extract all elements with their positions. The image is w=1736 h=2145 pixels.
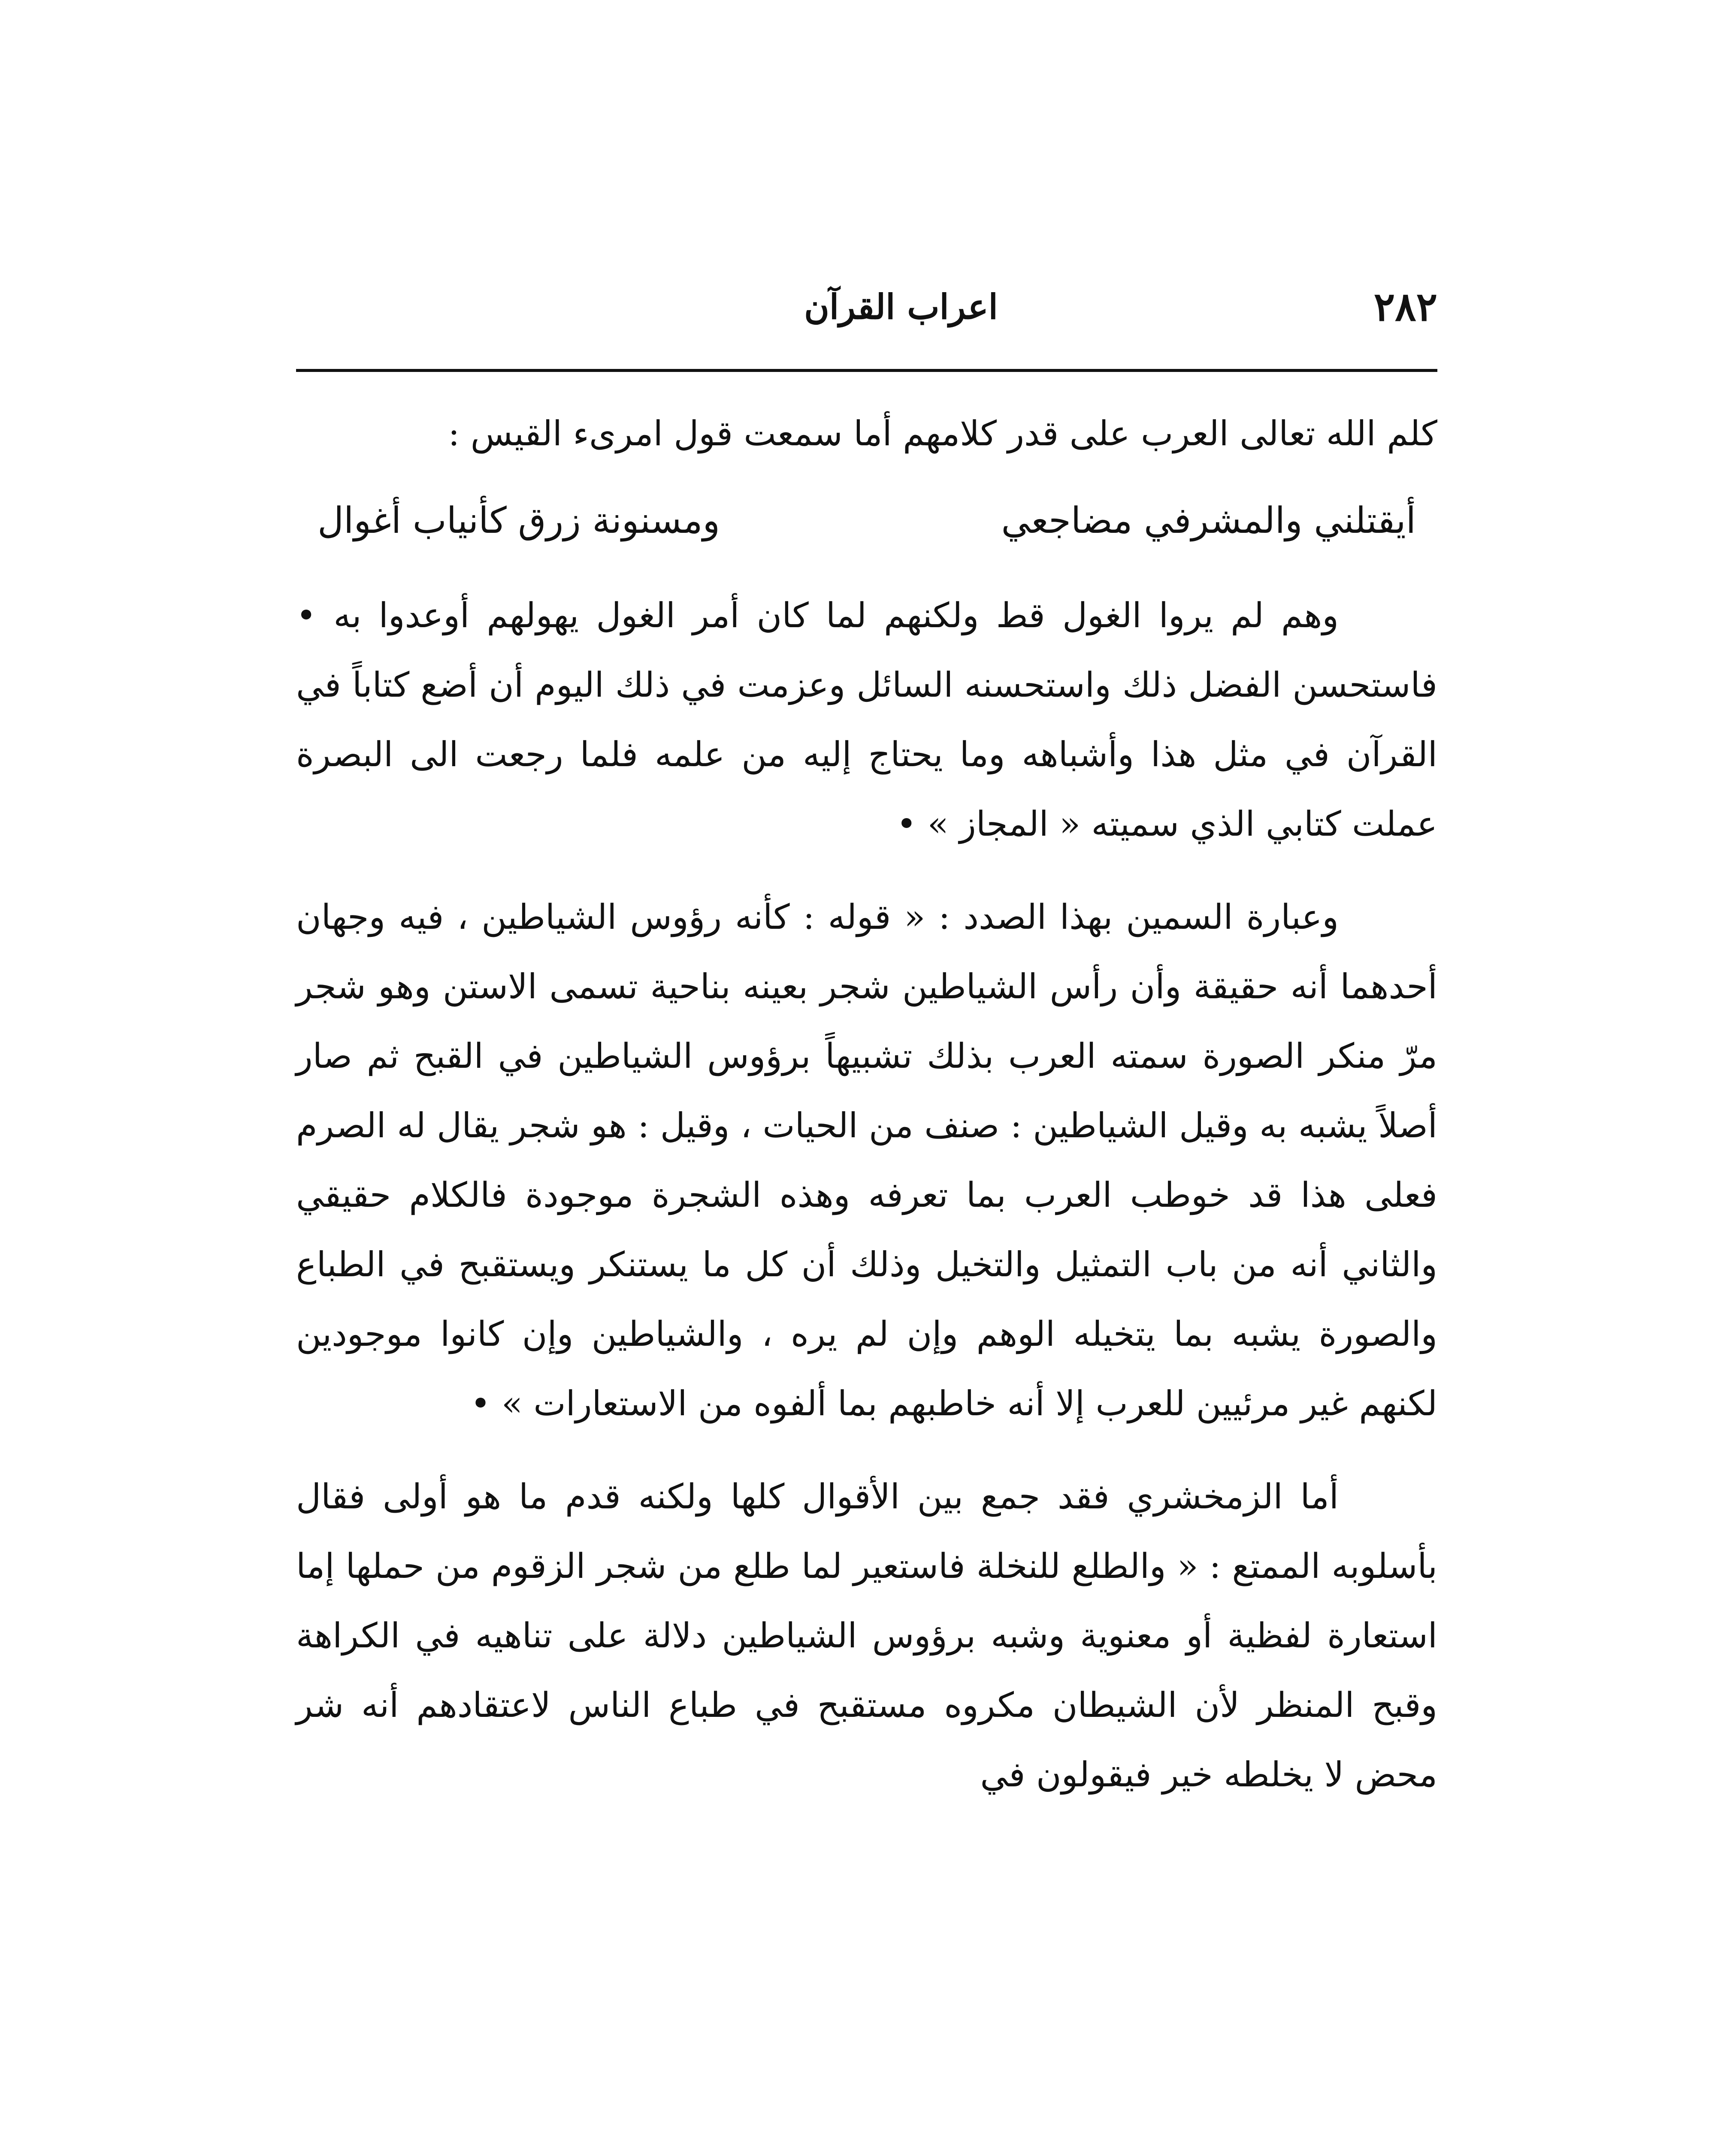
poetry-verse	[318, 486, 1416, 555]
page-header	[296, 275, 1437, 339]
paragraph-ghoul: وهم لم يروا الغول قط ولكنهم لما كان أمر الغول يهولهم أوعدوا به • فاستحسن الفضل ذلك واستحسنه السائل وعزمت في ذلك اليوم أن أضع كتاباً في القرآن في مثل هذا وأشباهه وما يحتاج إليه من علمه فلما رجعت الى البصرة عملت كتابي الذي سميته « المجاز » •	[296, 595, 1437, 844]
running-title: اعراب القرآن	[804, 287, 998, 327]
verse-second-hemistich: ومسنونة زرق كأنياب أغوال	[318, 499, 720, 541]
page-number: ٢٨٢	[1373, 284, 1437, 330]
intro-line: كلم الله تعالى العرب على قدر كلامهم أما سمعت قول امرىء القيس :	[448, 414, 1437, 453]
paragraph-samin-quote: وعبارة السمين بهذا الصدد : « قوله : كأنه رؤوس الشياطين ، فيه وجهان أحدهما أنه حقيقة وأن رأس الشياطين شجر بعينه بناحية تسمى الاستن وهو شجر مرّ منكر الصورة سمته العرب بذلك تشبيهاً برؤوس الشياطين في القبح ثم صار أصلاً يشبه به وقيل الشياطين : صنف من الحيات ، وقيل : هو شجر يقال له الصرم فعلى هذا قد خوطب العرب بما تعرفه وهذه الشجرة موجودة فالكلام حقيقي والثاني أنه من باب التمثيل والتخيل وذلك أن كل ما يستنكر ويستقبح في الطباع والصورة يشبه بما يتخيله الوهم وإن لم يره ، والشياطين وإن كانوا موجودين لكنهم غير مرئيين للعرب إلا أنه خاطبهم بما ألفوه من الاستعارات » •	[296, 897, 1437, 1423]
page-body	[296, 399, 1437, 1810]
paragraph-zamakhshari: أما الزمخشري فقد جمع بين الأقوال كلها ولكنه قدم ما هو أولى فقال بأسلوبه الممتع : « والطلع للنخلة فاستعير لما طلع من شجر الزقوم من حملها إما استعارة لفظية أو معنوية وشبه برؤوس الشياطين دلالة على تناهيه في الكراهة وقبح المنظر لأن الشيطان مكروه مستقبح في طباع الناس لاعتقادهم أنه شر محض لا يخلطه خير فيقولون في	[296, 1477, 1437, 1795]
header-divider	[296, 369, 1437, 372]
verse-first-hemistich: أيقتلني والمشرفي مضاجعي	[1001, 499, 1416, 541]
